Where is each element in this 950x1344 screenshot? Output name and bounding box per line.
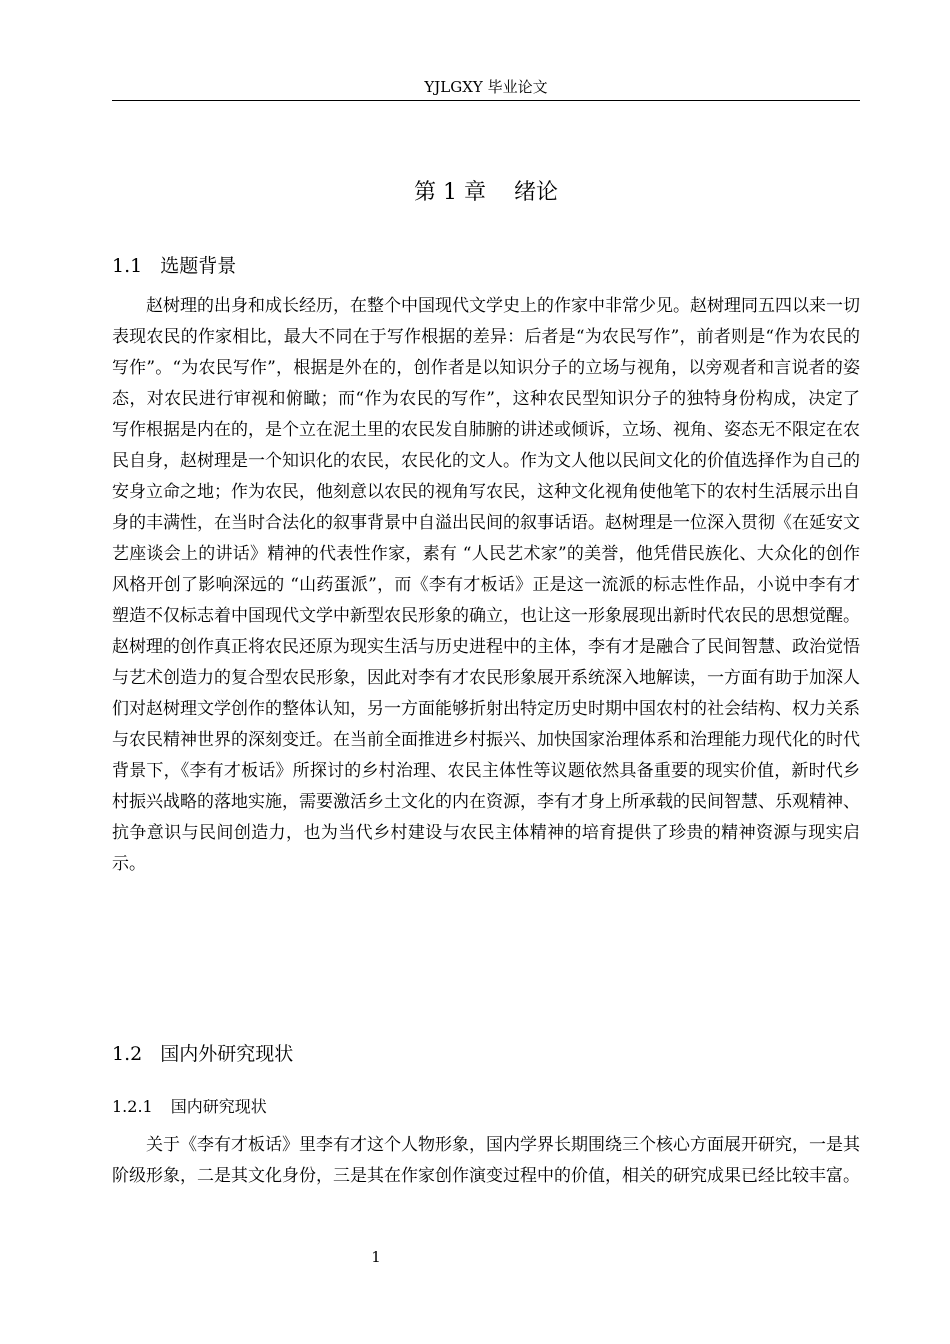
paragraph-domestic-research: 关于《李有才板话》里李有才这个人物形象，国内学界长期围绕三个核心方面展开研究，一是其阶级形象，二是其文化身份，三是其在作家创作演变过程中的价值，相关的研究成果已经比较丰富。: [112, 1135, 860, 1186]
page-header: YJLGXY 毕业论文: [424, 78, 548, 96]
paragraph-background: 赵树理的出身和成长经历，在整个中国现代文学史上的作家中非常少见。赵树理同五四以来一切表现农民的作家相比，最大不同在于写作根据的差异：后者是“为农民写作”，前者则是“作为农民的写作”。“为农民写作”，根据是外在的，创作者是以知识分子的立场与视角，以旁观者和言说者的姿态，对农民进行审视和俯瞰；而“作为农民的写作”，这种农民型知识分子的独特身份构成，决定了写作根据是内在的，是个立在泥土里的农民发自肺腑的讲述或倾诉，立场、视角、姿态无不限定在农民自身，赵树理是一个知识化的农民，农民化的文人。作为文人他以民间文化的价值选择作为自己的安身立命之地；作为农民，他刻意以农民的视角写农民，这种文化视角使他笔下的农村生活展示出自身的丰满性，在当时合法化的叙事背景中自溢出民间的叙事话语。赵树理是一位深入贯彻《在延安文艺座谈会上的讲话》精神的代表性作家，素有 “人民艺术家”的美誉，他凭借民族化、大众化的创作风格开创了影响深远的 “山药蛋派”，而《李有才板话》正是这一流派的标志性作品，小说中李有才塑造不仅标志着中国现代文学中新型农民形象的确立，也让这一形象展现出新时代农民的思想觉醒。赵树理的创作真正将农民还原为现实生活与历史进程中的主体，李有才是融合了民间智慧、政治觉悟与艺术创造力的复合型农民形象，因此对李有才农民形象展开系统深入地解读，一方面有助于加深人们对赵树理文学创作的整体认知，另一方面能够折射出特定历史时期中国农村的社会结构、权力关系与农民精神世界的深刻变迁。在当前全面推进乡村振兴、加快国家治理体系和治理能力现代化的时代背景下，《李有才板话》所探讨的乡村治理、农民主体性等议题依然具备重要的现实价值，新时代乡村振兴战略的落地实施，需要激活乡土文化的内在资源，李有才身上所承载的民间智慧、乐观精神、抗争意识与民间创造力，也为当代乡村建设与农民主体精神的培育提供了珍贵的精神资源与现实启示。: [112, 296, 860, 874]
section-number: 1.1: [112, 255, 143, 277]
section-heading-1-2: [112, 1041, 293, 1067]
chapter-title: 绪论: [513, 180, 558, 205]
section-title: 选题背景: [160, 255, 237, 277]
section-heading-1-1: [112, 253, 236, 279]
subsection-heading-1-2-1: [112, 1096, 267, 1118]
chapter-heading: [112, 178, 860, 208]
subsection-number: 1.2.1: [112, 1097, 153, 1116]
section-title: 国内外研究现状: [160, 1043, 294, 1065]
section-number: 1.2: [112, 1043, 143, 1065]
header-rule: [112, 100, 860, 101]
chapter-number: 第 1 章: [414, 180, 486, 205]
page-number: 1: [371, 1248, 381, 1266]
subsection-title: 国内研究现状: [170, 1097, 267, 1116]
